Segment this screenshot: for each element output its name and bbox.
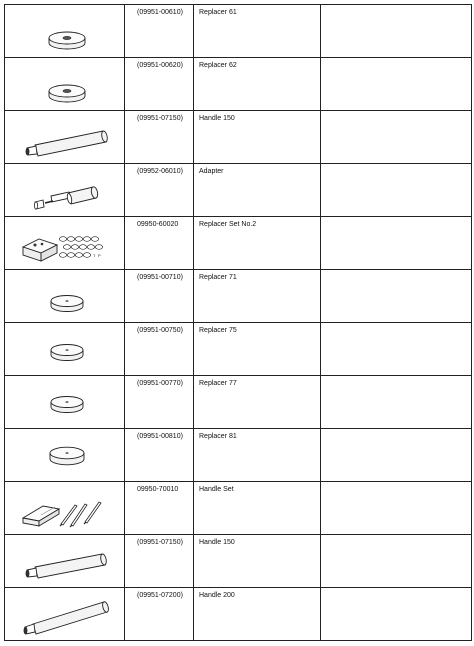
table-row [5, 482, 472, 535]
replacer-set-icon [5, 217, 124, 269]
part-number-cell [125, 482, 194, 535]
table-row [5, 376, 472, 429]
illustration-cell [5, 270, 125, 323]
part-number: (09951-07200) [137, 592, 183, 599]
tool-name: Replacer 77 [199, 380, 237, 387]
illustration-cell [5, 5, 125, 58]
part-number-cell [125, 323, 194, 376]
part-number-cell [125, 535, 194, 588]
part-number: 09950-70010 [137, 486, 179, 493]
illustration-cell [5, 111, 125, 164]
tool-sheet [4, 4, 469, 641]
tool-name: Handle Set [199, 486, 234, 493]
table-row [5, 164, 472, 217]
blank-cell [321, 588, 472, 641]
part-number: (09951-00770) [137, 380, 183, 387]
replacer-disc-icon [5, 376, 124, 428]
handle-set-icon [5, 482, 124, 534]
illustration-cell [5, 376, 125, 429]
part-number: (09951-00710) [137, 274, 183, 281]
illustration-cell [5, 58, 125, 111]
part-number-cell [125, 217, 194, 270]
illustration-cell [5, 482, 125, 535]
illustration-cell [5, 429, 125, 482]
replacer-disc-icon [5, 323, 124, 375]
illustration-cell [5, 164, 125, 217]
tool-name-cell [194, 482, 321, 535]
part-number-cell [125, 111, 194, 164]
blank-cell [321, 164, 472, 217]
tool-name-cell [194, 270, 321, 323]
blank-cell [321, 58, 472, 111]
table-row [5, 429, 472, 482]
part-number: 09950-60020 [137, 221, 179, 228]
tool-name-cell [194, 429, 321, 482]
part-number-cell [125, 270, 194, 323]
tool-name-cell [194, 111, 321, 164]
blank-cell [321, 376, 472, 429]
illustration-cell [5, 588, 125, 641]
set-marking-t: T [93, 253, 96, 258]
part-number-cell [125, 5, 194, 58]
table-row [5, 58, 472, 111]
table-row [5, 535, 472, 588]
tool-name: Replacer 75 [199, 327, 237, 334]
handle-rod-icon [5, 535, 124, 587]
tool-name: Replacer 71 [199, 274, 237, 281]
table-row [5, 270, 472, 323]
tool-name: Handle 150 [199, 115, 235, 122]
table-row [5, 588, 472, 641]
part-number: (09951-00610) [137, 9, 183, 16]
tool-name: Replacer 61 [199, 9, 237, 16]
replacer-disc-icon [5, 429, 124, 481]
tool-name: Adapter [199, 168, 224, 175]
part-number: (09951-00810) [137, 433, 183, 440]
blank-cell [321, 482, 472, 535]
replacer-disc-icon [5, 58, 124, 110]
tool-name-cell [194, 323, 321, 376]
part-number: (09951-07150) [137, 539, 183, 546]
illustration-cell [5, 535, 125, 588]
illustration-cell [5, 217, 125, 270]
table-row [5, 323, 472, 376]
tool-name: Replacer 62 [199, 62, 237, 69]
part-number-cell [125, 429, 194, 482]
blank-cell [321, 111, 472, 164]
part-number: (09951-00750) [137, 327, 183, 334]
tool-name: Handle 200 [199, 592, 235, 599]
handle-rod-icon [5, 588, 124, 640]
tool-table [4, 4, 472, 641]
part-number-cell [125, 376, 194, 429]
part-number: (09951-07150) [137, 115, 183, 122]
tool-name-cell [194, 164, 321, 217]
handle-rod-icon [5, 111, 124, 163]
part-number-cell [125, 164, 194, 217]
blank-cell [321, 217, 472, 270]
tool-name-cell [194, 5, 321, 58]
table-row [5, 217, 472, 270]
tool-name-cell [194, 217, 321, 270]
tool-name-cell [194, 376, 321, 429]
part-number-cell [125, 58, 194, 111]
tool-name: Replacer Set No.2 [199, 221, 257, 228]
part-number-cell [125, 588, 194, 641]
table-row [5, 111, 472, 164]
tool-name: Handle 150 [199, 539, 235, 546]
illustration-cell [5, 323, 125, 376]
part-number: (09952-06010) [137, 168, 183, 175]
tool-name-cell [194, 535, 321, 588]
tool-name: Replacer 81 [199, 433, 237, 440]
adapter-icon [5, 164, 124, 216]
set-marking-p: P [98, 253, 101, 258]
tool-name-cell [194, 58, 321, 111]
replacer-disc-icon [5, 270, 124, 322]
part-number: (09951-00620) [137, 62, 183, 69]
blank-cell [321, 535, 472, 588]
blank-cell [321, 323, 472, 376]
tool-name-cell [194, 588, 321, 641]
blank-cell [321, 5, 472, 58]
replacer-disc-icon [5, 5, 124, 57]
blank-cell [321, 429, 472, 482]
table-row [5, 5, 472, 58]
blank-cell [321, 270, 472, 323]
